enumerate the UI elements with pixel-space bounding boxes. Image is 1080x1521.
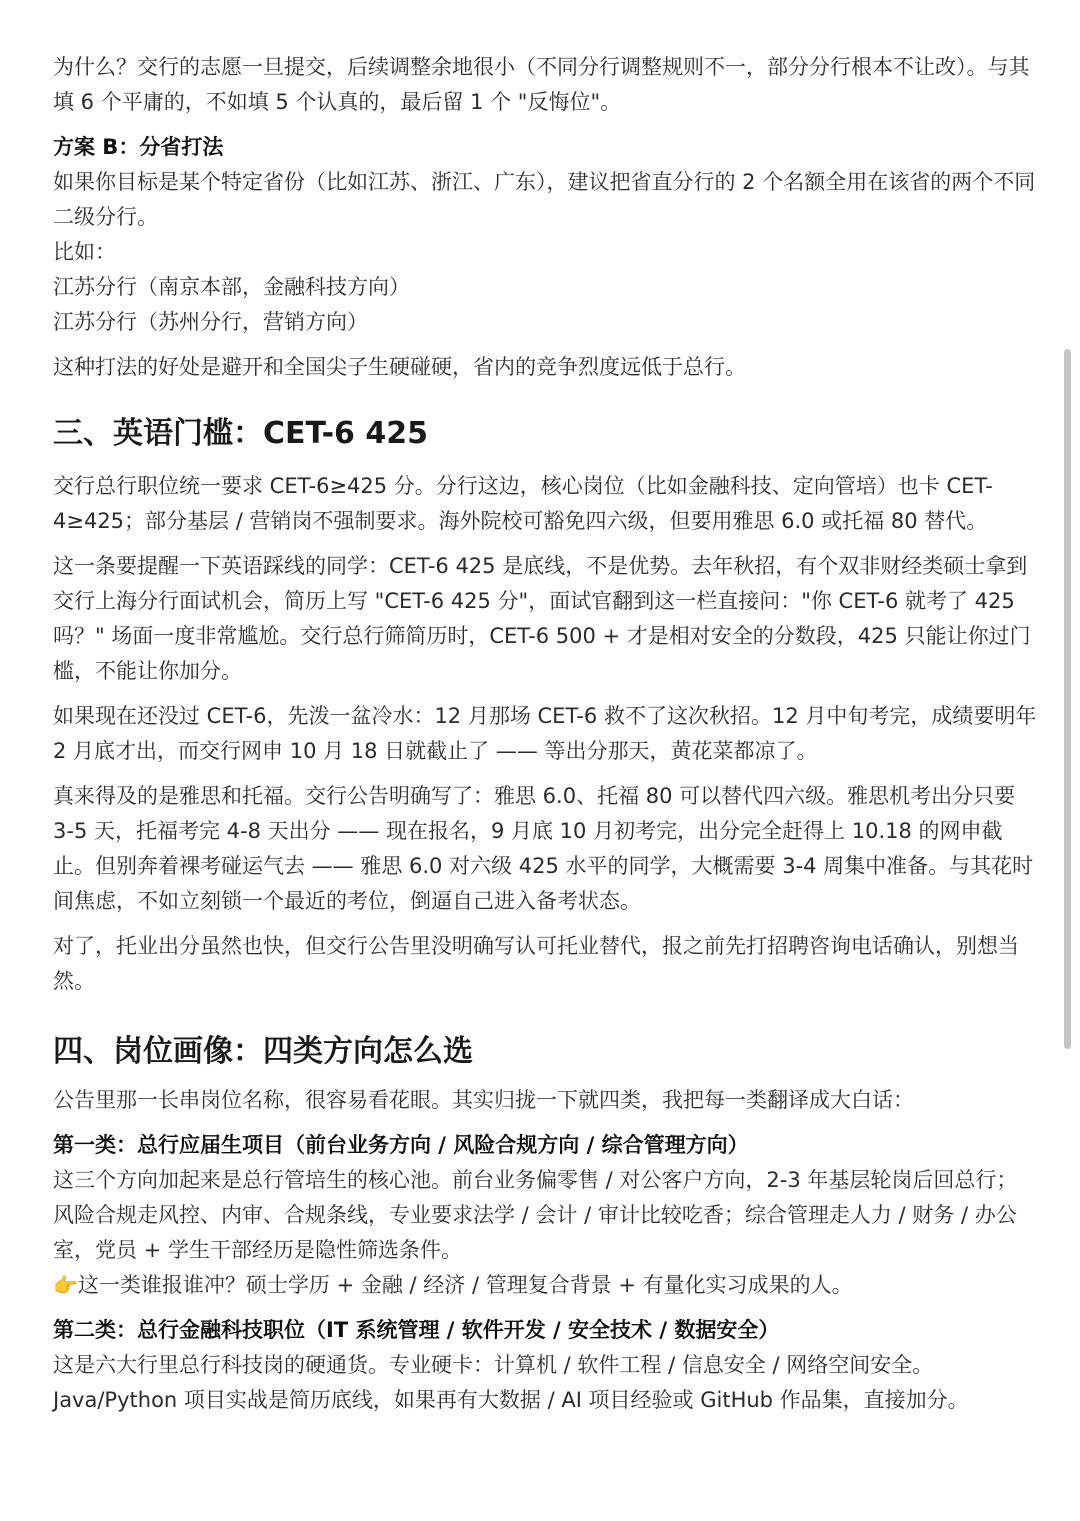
paragraph: 对了，托业出分虽然也快，但交行公告里没明确写认可托业替代，报之前先打招聘咨询电话确认，别想当然。 xyxy=(53,934,1019,993)
paragraph: 这一条要提醒一下英语踩线的同学：CET-6 425 是底线，不是优势。去年秋招，有个双非财经类硕士拿到交行上海分行面试机会，简历上写 "CET-6 425 分"，面试官翻到这一栏直接问："你 CET-6 就考了 425 吗？" 场面一度非常尴尬。交行总行筛简历时，CET-6 500 + 才是相对安全的分数段，425 只能让你过门槛，不能让你加分。 xyxy=(53,554,1031,683)
category-2-heading: 第二类：总行金融科技职位（IT 系统管理 / 软件开发 / 安全技术 / 数据安全） xyxy=(53,1318,780,1342)
paragraph: 江苏分行（苏州分行，营销方向） xyxy=(53,310,368,334)
paragraph: 公告里那一长串岗位名称，很容易看花眼。其实归拢一下就四类，我把每一类翻译成大白话： xyxy=(53,1088,914,1112)
paragraph: 比如： xyxy=(53,240,116,264)
paragraph: 这是六大行里总行科技岗的硬通货。专业硬卡：计算机 / 软件工程 / 信息安全 / 网络空间安全。Java/Python 项目实战是简历底线，如果再有大数据 / AI 项目经验或 GitHub 作品集，直接加分。 xyxy=(53,1353,969,1412)
paragraph: 这种打法的好处是避开和全国尖子生硬碰硬，省内的竞争烈度远低于总行。 xyxy=(53,355,746,379)
paragraph: 江苏分行（南京本部，金融科技方向） xyxy=(53,275,410,299)
section-heading-english: 三、英语门槛：CET-6 425 xyxy=(53,416,428,451)
tip-line xyxy=(53,1268,1038,1303)
tip-text: 这一类谁报谁冲？硕士学历 + 金融 / 经济 / 管理复合背景 + 有量化实习成果的人。 xyxy=(77,1273,853,1297)
category-1-heading: 第一类：总行应届生项目（前台业务方向 / 风险合规方向 / 综合管理方向） xyxy=(53,1133,749,1157)
scrollbar-thumb[interactable] xyxy=(1064,349,1071,1049)
paragraph: 这三个方向加起来是总行管培生的核心池。前台业务偏零售 / 对公客户方向，2-3 年基层轮岗后回总行；风险合规走风控、内审、合规条线，专业要求法学 / 会计 / 审计比较吃香；综合管理走人力 / 财务 / 办公室，党员 + 学生干部经历是隐性筛选条件。 xyxy=(53,1168,1018,1262)
pointing-hand-icon: 👉 xyxy=(53,1273,78,1297)
article-content xyxy=(53,50,1038,1418)
paragraph: 交行总行职位统一要求 CET-6≥425 分。分行这边，核心岗位（比如金融科技、定向管培）也卡 CET-4≥425；部分基层 / 营销岗不强制要求。海外院校可豁免四六级，但要用雅思 6.0 或托福 80 替代。 xyxy=(53,474,993,533)
plan-b-heading: 方案 B：分省打法 xyxy=(53,135,224,159)
paragraph: 真来得及的是雅思和托福。交行公告明确写了：雅思 6.0、托福 80 可以替代四六级。雅思机考出分只要 3-5 天，托福考完 4-8 天出分 —— 现在报名，9 月底 10 月初考完，出分完全赶得上 10.18 的网申截止。但别奔着裸考碰运气去 —— 雅思 6.0 对六级 425 水平的同学，大概需要 3-4 周集中准备。与其花时间焦虑，不如立刻锁一个最近的考位，倒逼自己进入备考状态。 xyxy=(53,784,1034,913)
paragraph: 为什么？交行的志愿一旦提交，后续调整余地很小（不同分行调整规则不一，部分分行根本不让改）。与其填 6 个平庸的，不如填 5 个认真的，最后留 1 个 "反悔位"。 xyxy=(53,55,1030,114)
paragraph: 如果你目标是某个特定省份（比如江苏、浙江、广东），建议把省直分行的 2 个名额全用在该省的两个不同二级分行。 xyxy=(53,170,1036,229)
paragraph: 如果现在还没过 CET-6，先泼一盆冷水：12 月那场 CET-6 救不了这次秋招。12 月中旬考完，成绩要明年 2 月底才出，而交行网申 10 月 18 日就截止了 —— 等出分那天，黄花菜都凉了。 xyxy=(53,704,1037,763)
section-heading-positions: 四、岗位画像：四类方向怎么选 xyxy=(53,1034,473,1069)
